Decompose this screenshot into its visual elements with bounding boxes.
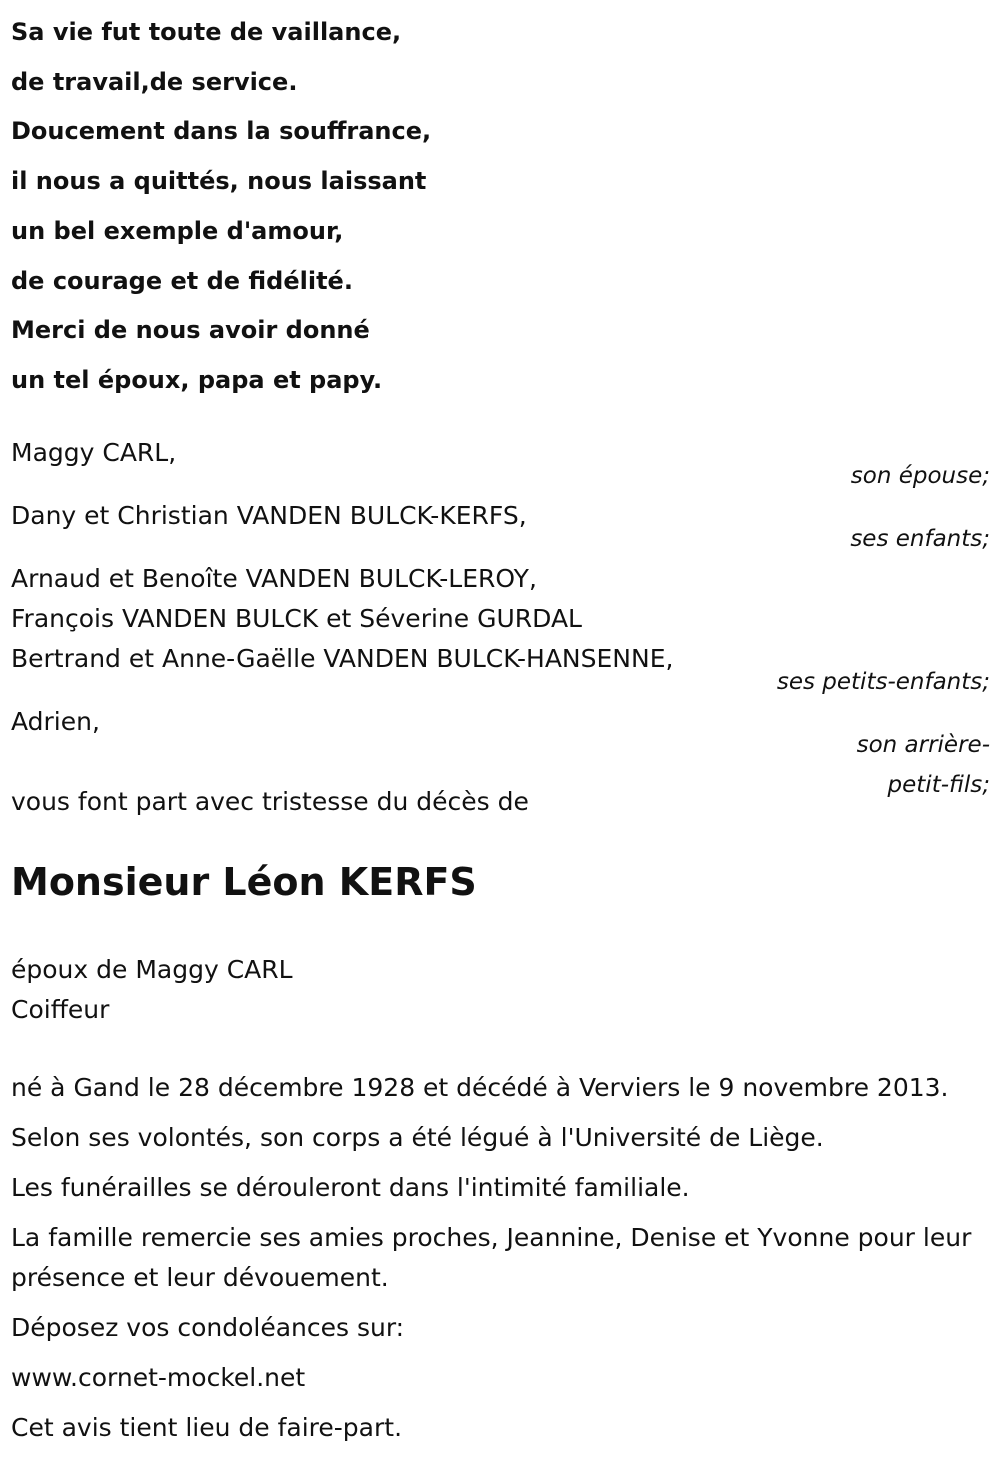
poem-line: un tel époux, papa et papy. — [11, 365, 383, 394]
poem-line: Merci de nous avoir donné — [11, 316, 370, 345]
grandchild-name: Arnaud et Benoîte VANDEN BULCK-LEROY, — [11, 564, 537, 593]
deceased-name: Monsieur Léon KERFS — [11, 860, 477, 904]
condolences-prompt: Déposez vos condoléances sur: — [11, 1313, 405, 1342]
body-donation-note: Selon ses volontés, son corps a été légué à l'Université de Liège. — [11, 1123, 824, 1152]
spouse-name: Maggy CARL, — [11, 438, 177, 467]
great-grandchild-role-line1: son arrière- — [856, 732, 990, 758]
condolences-website: www.cornet-mockel.net — [11, 1363, 306, 1392]
poem-line: il nous a quittés, nous laissant — [11, 167, 427, 196]
grandchild-name: François VANDEN BULCK et Séverine GURDAL — [11, 604, 582, 633]
deceased-relation: époux de Maggy CARL — [11, 955, 293, 984]
children-role: ses enfants; — [850, 526, 990, 552]
poem-line: un bel exemple d'amour, — [11, 216, 344, 245]
great-grandchild-role-line2: petit-fils; — [887, 772, 990, 798]
birth-death-dates: né à Gand le 28 décembre 1928 et décédé à Verviers le 9 novembre 2013. — [11, 1073, 949, 1102]
grandchild-name: Bertrand et Anne-Gaëlle VANDEN BULCK-HANSENNE, — [11, 644, 674, 673]
spouse-role: son épouse; — [850, 463, 990, 489]
great-grandchild-name: Adrien, — [11, 707, 100, 736]
announcement-text: vous font part avec tristesse du décès de — [11, 787, 529, 816]
poem-line: de courage et de fidélité. — [11, 266, 353, 295]
notice-disclaimer: Cet avis tient lieu de faire-part. — [11, 1413, 403, 1442]
poem-line: de travail,de service. — [11, 67, 298, 96]
grandchildren-role: ses petits-enfants; — [776, 669, 990, 695]
family-thanks: La famille remercie ses amies proches, Jeannine, Denise et Yvonne pour leur présence et leur dévouement. — [11, 1223, 972, 1292]
closing-details — [11, 1068, 996, 1458]
children-names: Dany et Christian VANDEN BULCK-KERFS, — [11, 501, 527, 530]
poem-line: Sa vie fut toute de vaillance, — [11, 18, 402, 46]
poem-line: Doucement dans la souffrance, — [11, 117, 432, 146]
memorial-poem — [11, 8, 431, 406]
funeral-note: Les funérailles se dérouleront dans l'intimité familiale. — [11, 1173, 690, 1202]
deceased-profession: Coiffeur — [11, 995, 110, 1024]
